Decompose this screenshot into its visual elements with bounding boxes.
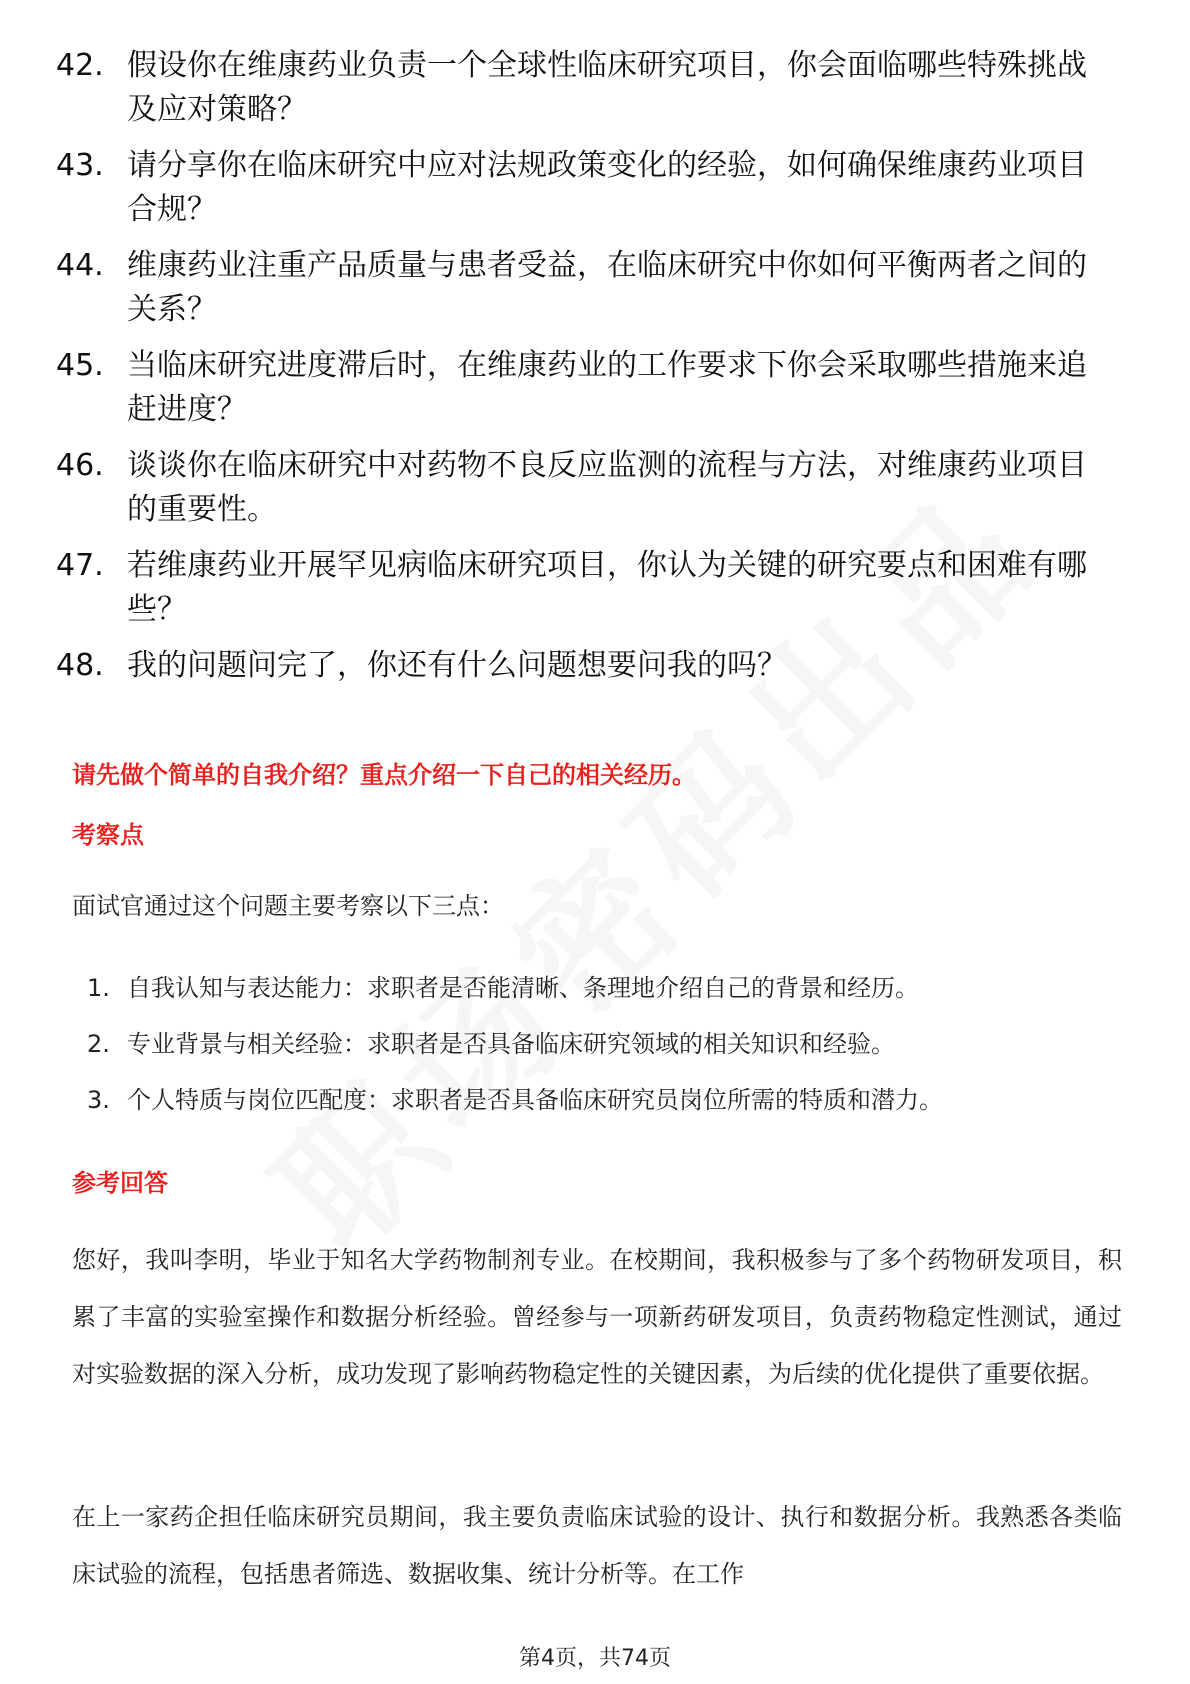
question-text: 我的问题问完了，你还有什么问题想要问我的吗？ — [127, 648, 787, 683]
question-text: 当临床研究进度滞后时，在维康药业的工作要求下你会采取哪些措施来追赶进度？ — [127, 348, 1087, 427]
page-footer: 第4页，共74页 — [519, 1646, 671, 1671]
question-number: 43. — [56, 148, 104, 183]
question-text: 维康药业注重产品质量与患者受益，在临床研究中你如何平衡两者之间的关系？ — [127, 248, 1087, 327]
section-heading-kaocha: 考察点 — [72, 821, 144, 849]
section-heading-cankao: 参考回答 — [72, 1169, 168, 1197]
list-item — [72, 1026, 1132, 1062]
question-list — [0, 44, 1190, 700]
question-item — [0, 44, 1112, 132]
question-number: 47. — [56, 548, 104, 583]
question-number: 46. — [56, 448, 104, 483]
intro-text: 面试官通过这个问题主要考察以下三点： — [72, 892, 504, 920]
question-item — [0, 144, 1112, 232]
question-number: 48. — [56, 648, 104, 683]
point-number: 2. — [87, 1030, 110, 1058]
answer-paragraph: 您好，我叫李明，毕业于知名大学药物制剂专业。在校期间，我积极参与了多个药物研发项目，积累了丰富的实验室操作和数据分析经验。曾经参与一项新药研发项目，负责药物稳定性测试，通过对实验数据的深入分析，成功发现了影响药物稳定性的关键因素，为后续的优化提供了重要依据。 — [72, 1246, 1122, 1388]
question-item — [0, 544, 1112, 632]
question-number: 45. — [56, 348, 104, 383]
question-text: 假设你在维康药业负责一个全球性临床研究项目，你会面临哪些特殊挑战及应对策略？ — [127, 48, 1087, 127]
point-text: 个人特质与岗位匹配度：求职者是否具备临床研究员岗位所需的特质和潜力。 — [127, 1086, 943, 1114]
question-item — [0, 644, 1112, 688]
answer-paragraph: 在上一家药企担任临床研究员期间，我主要负责临床试验的设计、执行和数据分析。我熟悉各类临床试验的流程，包括患者筛选、数据收集、统计分析等。在工作 — [72, 1503, 1122, 1588]
question-item — [0, 244, 1112, 332]
point-number: 1. — [87, 974, 110, 1002]
assessment-points-list — [72, 970, 1132, 1138]
question-item — [0, 344, 1112, 432]
point-number: 3. — [87, 1086, 110, 1114]
list-item — [72, 970, 1132, 1006]
question-number: 42. — [56, 48, 104, 83]
question-number: 44. — [56, 248, 104, 283]
point-text: 专业背景与相关经验：求职者是否具备临床研究领域的相关知识和经验。 — [127, 1030, 895, 1058]
question-text: 请分享你在临床研究中应对法规政策变化的经验，如何确保维康药业项目合规？ — [127, 148, 1087, 227]
question-text: 谈谈你在临床研究中对药物不良反应监测的流程与方法，对维康药业项目的重要性。 — [127, 448, 1087, 527]
highlight-question: 请先做个简单的自我介绍？重点介绍一下自己的相关经历。 — [72, 761, 696, 789]
question-item — [0, 444, 1112, 532]
list-item — [72, 1082, 1132, 1118]
question-text: 若维康药业开展罕见病临床研究项目，你认为关键的研究要点和困难有哪些？ — [127, 548, 1087, 627]
point-text: 自我认知与表达能力：求职者是否能清晰、条理地介绍自己的背景和经历。 — [127, 974, 919, 1002]
